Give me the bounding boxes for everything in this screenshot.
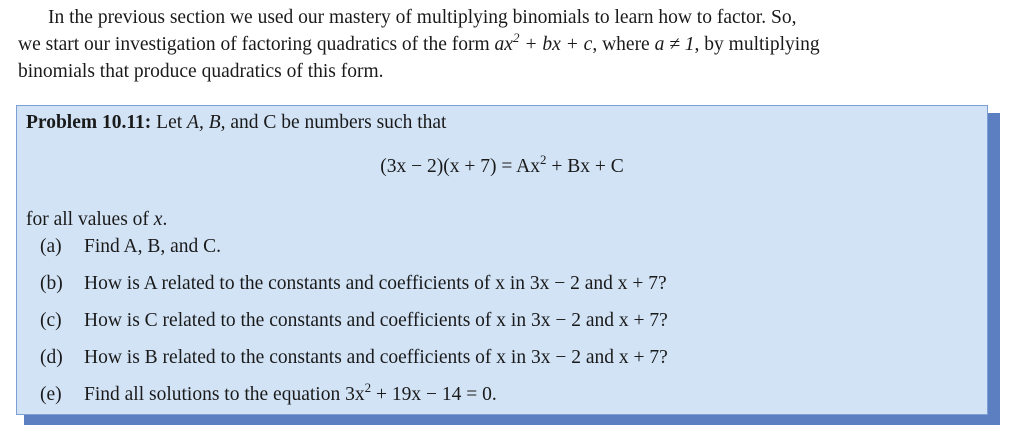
quadratic-form [494, 29, 593, 55]
intro-paragraph [18, 4, 1010, 85]
lead-vars: A, B, [187, 112, 226, 133]
part-text: How is B related to the constants and coefficients of x in 3x − 2 and x + 7? [84, 347, 668, 368]
display-equation [17, 151, 987, 180]
intro-line-1: In the previous section we used our mastery of multiplying binomials to learn how to factor. So, [48, 7, 797, 28]
part-c [40, 308, 668, 345]
forall-end: . [162, 209, 168, 230]
form-a: ax [494, 34, 513, 55]
part-text [84, 379, 497, 405]
equation-exponent: 2 [539, 151, 547, 167]
lead-text: Let [156, 112, 188, 133]
part-e-text-b: + 19x − 14 = 0. [371, 384, 497, 405]
form-exponent: 2 [512, 29, 520, 45]
intro-line-2 [18, 31, 1010, 58]
equation-right: + Bx + C [546, 156, 624, 177]
form-condition: a ≠ 1 [654, 34, 695, 55]
part-text: How is C related to the constants and coefficients of x in 3x − 2 and x + 7? [84, 310, 668, 331]
part-d [40, 345, 668, 382]
part-text: Find A, B, and C. [84, 236, 222, 257]
form-rest: + bx + c [519, 34, 593, 55]
problem-parts [40, 234, 668, 419]
problem-label: Problem 10.11: [26, 112, 152, 133]
part-a [40, 234, 668, 271]
intro-line-3: binomials that produce quadratics of this form. [18, 61, 384, 82]
intro-text-end: , by multiplying [694, 34, 820, 55]
forall-text: for all values of [26, 209, 154, 230]
lead-var-c: C [263, 112, 277, 133]
part-e [40, 379, 668, 419]
part-b [40, 271, 668, 308]
part-label: (b) [40, 273, 63, 294]
part-e-exponent: 2 [364, 379, 372, 395]
problem-lead [156, 112, 446, 133]
intro-where: , where [592, 34, 655, 55]
equation-left: (3x − 2)(x + 7) = Ax [380, 156, 540, 177]
problem-box [16, 105, 988, 415]
part-label: (a) [40, 236, 62, 257]
part-text: How is A related to the constants and coefficients of x in 3x − 2 and x + 7? [84, 273, 667, 294]
part-e-text-a: Find all solutions to the equation 3x [84, 384, 365, 405]
part-label: (c) [40, 310, 62, 331]
problem-header [26, 110, 446, 136]
part-label: (d) [40, 347, 63, 368]
lead-and: and [225, 112, 264, 133]
lead-end: be numbers such that [276, 112, 447, 133]
forall-var: x [153, 209, 163, 230]
part-label: (e) [40, 384, 62, 405]
for-all-line [26, 207, 167, 233]
intro-text: we start our investigation of factoring quadratics of the form [18, 34, 495, 55]
